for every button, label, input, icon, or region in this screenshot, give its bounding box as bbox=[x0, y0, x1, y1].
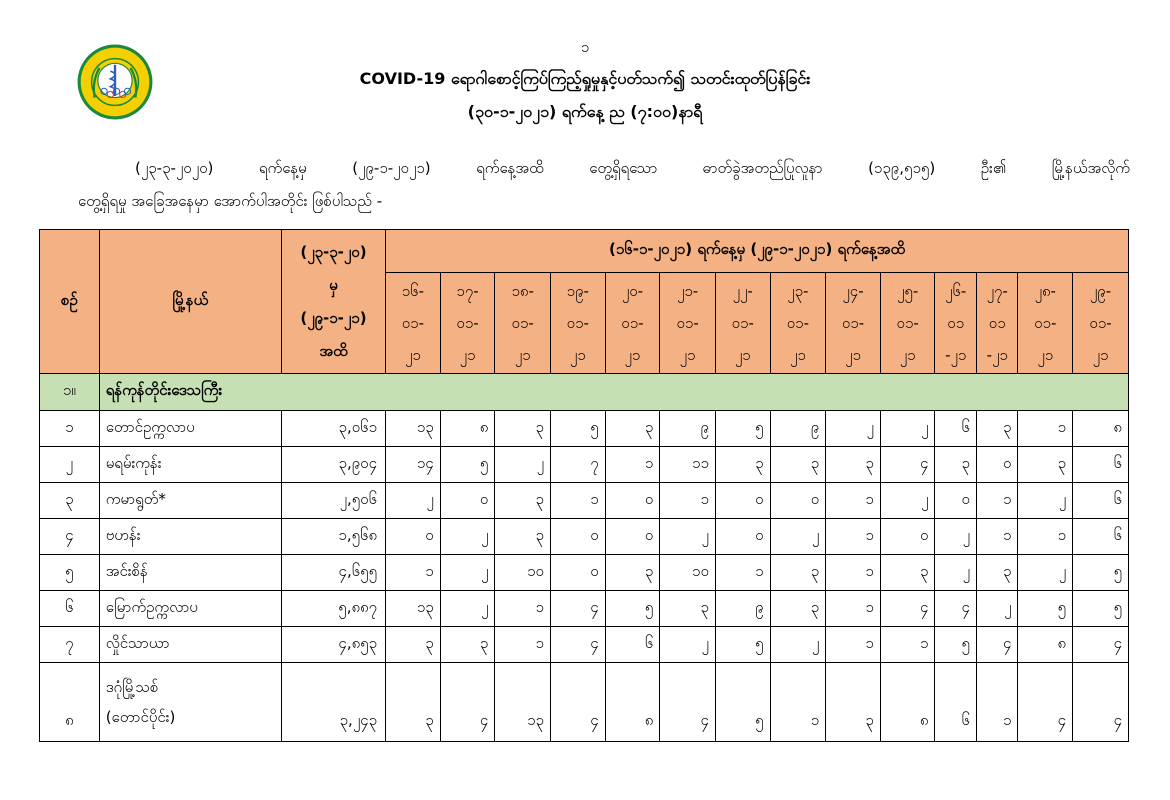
col-header-date-part: ၀၁- bbox=[621, 314, 644, 332]
col-header-date-part: ၂၅- bbox=[897, 282, 919, 300]
daily-count: ၃ bbox=[770, 447, 826, 483]
daily-count: ၁ bbox=[976, 483, 1017, 519]
table-row bbox=[40, 627, 1129, 663]
daily-count: ၁ bbox=[826, 483, 881, 519]
daily-count: ၁ bbox=[715, 555, 770, 591]
daily-count: ၁၀ bbox=[495, 555, 551, 591]
daily-count: ၁၃ bbox=[386, 411, 441, 447]
daily-count: ၀ bbox=[605, 519, 660, 555]
daily-count: ၁ bbox=[826, 591, 881, 627]
daily-count: ၃ bbox=[1018, 447, 1073, 483]
col-header-date-part: ၁၆- bbox=[401, 282, 425, 300]
daily-count: ၃ bbox=[386, 663, 441, 742]
daily-count: ၂ bbox=[660, 519, 716, 555]
daily-count: ၃ bbox=[770, 591, 826, 627]
daily-count: ၁ bbox=[1018, 519, 1073, 555]
col-header-date-part: ၂၀- bbox=[621, 282, 644, 300]
col-header-date-part: -၂၁ bbox=[986, 346, 1008, 364]
daily-count: ၁ bbox=[660, 483, 716, 519]
daily-count: ၁ bbox=[605, 447, 660, 483]
daily-count: ၁ bbox=[1018, 411, 1073, 447]
daily-count: ၂ bbox=[440, 591, 495, 627]
col-header-date bbox=[715, 273, 770, 374]
daily-count: ၄ bbox=[880, 591, 935, 627]
daily-count: ၀ bbox=[550, 555, 605, 591]
daily-count: ၅ bbox=[440, 447, 495, 483]
col-header-date bbox=[976, 273, 1017, 374]
col-header-date-part: ၂၁ bbox=[569, 346, 586, 364]
daily-count: ၂ bbox=[880, 483, 935, 519]
col-header-date bbox=[1073, 273, 1129, 374]
daily-count: ၁၃ bbox=[386, 591, 441, 627]
cumulative-total: ၃,၀၆၁ bbox=[281, 411, 385, 447]
daily-count: ၅ bbox=[715, 627, 770, 663]
daily-count: ၃ bbox=[935, 447, 976, 483]
col-header-date-part: ၁၉- bbox=[566, 282, 589, 300]
daily-count: ၁၁ bbox=[660, 447, 716, 483]
township-name-line: ဒဂုံမြို့သစ် bbox=[105, 678, 159, 696]
intro-paragraph bbox=[78, 152, 1130, 218]
col-header-date bbox=[660, 273, 716, 374]
daily-count: ၆ bbox=[1073, 447, 1129, 483]
daily-count: ၆ bbox=[605, 627, 660, 663]
daily-count: ၂ bbox=[976, 591, 1017, 627]
daily-count: ၀ bbox=[605, 483, 660, 519]
daily-count: ၀ bbox=[440, 483, 495, 519]
cumulative-total: ၂,၅၀၆ bbox=[281, 483, 385, 519]
col-header-date-part: ၂၈- bbox=[1034, 282, 1056, 300]
col-header-date-part: ၀၁- bbox=[1089, 314, 1112, 332]
daily-count: ၃ bbox=[880, 555, 935, 591]
daily-count: ၆ bbox=[935, 663, 976, 742]
daily-count: ၄ bbox=[1018, 663, 1073, 742]
col-header-date-part: ၁၇- bbox=[456, 282, 479, 300]
daily-count: ၀ bbox=[386, 519, 441, 555]
cumulative-total: ၄,၈၅၃ bbox=[281, 627, 385, 663]
col-header-date bbox=[880, 273, 935, 374]
daily-count: ၀ bbox=[715, 483, 770, 519]
section-name: ရန်ကုန်တိုင်းဒေသကြီး bbox=[99, 374, 1128, 411]
intro-line-1: (၂၃-၃-၂၀၂၀) ရက်နေ့မှ (၂၉-၁-၂၀၂၁) ရက်နေ့အထိ တွေ့ရှိရသော ဓာတ်ခွဲအတည်ပြုလူနာ (၁၃၉,၅၁၅) ဦး၏ မြို့နယ်အလိုက် bbox=[135, 159, 1130, 177]
daily-count: ၂ bbox=[495, 447, 551, 483]
township-name: အင်းစိန် bbox=[99, 555, 281, 591]
daily-count: ၂ bbox=[935, 555, 976, 591]
col-header-date-part: ၂၁ bbox=[1092, 346, 1109, 364]
daily-count: ၁ bbox=[826, 627, 881, 663]
daily-count: ၅ bbox=[935, 627, 976, 663]
daily-count: ၃ bbox=[770, 555, 826, 591]
col-header-date-part: ၂၁ bbox=[404, 346, 421, 364]
cumulative-total: ၅,၈၈၇ bbox=[281, 591, 385, 627]
daily-count: ၁၀ bbox=[660, 555, 716, 591]
col-header-date-part: ၂၃- bbox=[787, 282, 809, 300]
col-header-date bbox=[550, 273, 605, 374]
daily-count: ၃ bbox=[495, 483, 551, 519]
daily-count: ၂ bbox=[880, 411, 935, 447]
col-header-date-part: ၂၁ bbox=[514, 346, 531, 364]
daily-count: ၈ bbox=[1018, 627, 1073, 663]
table-row bbox=[40, 591, 1129, 627]
daily-count: ၁ bbox=[976, 663, 1017, 742]
daily-count: ၅ bbox=[715, 411, 770, 447]
daily-count: ၂ bbox=[1018, 555, 1073, 591]
daily-count: ၂ bbox=[826, 411, 881, 447]
page-subtitle: (၃၀-၁-၂၀၂၁) ရက်နေ့ ည (၇:၀၀)နာရီ bbox=[467, 102, 703, 121]
col-header-total-line: (၂၃-၃-၂၀) bbox=[300, 242, 367, 261]
daily-count: ၀ bbox=[715, 519, 770, 555]
daily-count: ၁ bbox=[826, 555, 881, 591]
col-header-date-part: ၂၁ bbox=[1037, 346, 1054, 364]
col-header-date bbox=[826, 273, 881, 374]
daily-count: ၂ bbox=[440, 555, 495, 591]
daily-count: ၃ bbox=[605, 555, 660, 591]
township-name: ဗဟန်း bbox=[99, 519, 281, 555]
col-header-date-part: ၂၇- bbox=[986, 282, 1008, 300]
col-header-date bbox=[440, 273, 495, 374]
daily-count: ၅ bbox=[1073, 555, 1129, 591]
col-header-date-part: ၀၁- bbox=[511, 314, 534, 332]
daily-count: ၂ bbox=[440, 519, 495, 555]
daily-count: ၃ bbox=[826, 447, 881, 483]
col-header-date-part: ၀၁- bbox=[896, 314, 919, 332]
col-header-date-part: ၂၂- bbox=[732, 282, 753, 300]
daily-count: ၈ bbox=[1073, 411, 1129, 447]
township-name-line: (တောင်ပိုင်း) bbox=[105, 708, 176, 726]
township-name: ကမာရွတ်* bbox=[99, 483, 281, 519]
daily-count: ၀ bbox=[976, 447, 1017, 483]
daily-count: ၄ bbox=[550, 663, 605, 742]
daily-count: ၅ bbox=[715, 663, 770, 742]
page-number: ၁ bbox=[580, 38, 590, 56]
col-header-date-part: ၂၁ bbox=[845, 346, 861, 364]
daily-count: ၄ bbox=[550, 627, 605, 663]
daily-count: ၁ bbox=[495, 591, 551, 627]
col-header-total-line: အထိ bbox=[319, 341, 348, 360]
col-header-date-part: ၂၄- bbox=[842, 282, 864, 300]
daily-count: ၃ bbox=[715, 447, 770, 483]
table-row bbox=[40, 411, 1129, 447]
daily-count: ၀ bbox=[880, 519, 935, 555]
daily-count: ၁ bbox=[550, 483, 605, 519]
township-name: မရမ်းကုန်း bbox=[99, 447, 281, 483]
col-header-date-part: ၀၁- bbox=[786, 314, 810, 332]
col-header-date bbox=[495, 273, 551, 374]
daily-count: ၆ bbox=[935, 411, 976, 447]
col-header-date bbox=[605, 273, 660, 374]
row-no: ၇ bbox=[40, 627, 100, 663]
daily-count: ၅ bbox=[1073, 591, 1129, 627]
daily-count: ၁ bbox=[770, 663, 826, 742]
col-header-date-part: ၀၁- bbox=[841, 314, 865, 332]
row-no: ၅ bbox=[40, 555, 100, 591]
row-no: ၆ bbox=[40, 591, 100, 627]
col-header-date-part: ၀၁ bbox=[988, 314, 1006, 332]
col-header-date-part: ၀၁- bbox=[1034, 314, 1057, 332]
col-header-date bbox=[1018, 273, 1073, 374]
daily-count: ၅ bbox=[1018, 591, 1073, 627]
col-header-date-part: ၀၁- bbox=[731, 314, 754, 332]
township-name: မြောက်ဥက္ကလာပ bbox=[99, 591, 281, 627]
daily-count: ၁ bbox=[495, 627, 551, 663]
table-row bbox=[40, 663, 1129, 742]
table-row bbox=[40, 447, 1129, 483]
daily-count: ၃ bbox=[605, 411, 660, 447]
col-header-date-part: -၂၁ bbox=[945, 346, 967, 364]
table-row bbox=[40, 555, 1129, 591]
daily-count: ၁၄ bbox=[386, 447, 441, 483]
col-header-date-part: ၂၁ bbox=[789, 346, 806, 364]
daily-count: ၃ bbox=[386, 627, 441, 663]
col-header-date-part: ၂၁- bbox=[676, 282, 699, 300]
col-header-township: မြို့နယ် bbox=[99, 230, 281, 374]
cumulative-total: ၄,၆၅၅ bbox=[281, 555, 385, 591]
daily-count: ၂ bbox=[386, 483, 441, 519]
daily-count: ၂ bbox=[935, 519, 976, 555]
township-name: လှိုင်သာယာ bbox=[99, 627, 281, 663]
daily-count: ၄ bbox=[550, 591, 605, 627]
col-header-date-part: ၀၁- bbox=[456, 314, 479, 332]
section-no: ၁။ bbox=[40, 374, 100, 411]
township-name bbox=[99, 663, 281, 742]
daily-count: ၃ bbox=[660, 591, 716, 627]
cumulative-total: ၁,၅၆၈ bbox=[281, 519, 385, 555]
daily-count: ၃ bbox=[976, 411, 1017, 447]
daily-count: ၈ bbox=[440, 411, 495, 447]
daily-count: ၄ bbox=[880, 447, 935, 483]
daily-count: ၇ bbox=[550, 447, 605, 483]
daily-count: ၂ bbox=[770, 519, 826, 555]
daily-count: ၅ bbox=[605, 591, 660, 627]
daily-count: ၂ bbox=[1018, 483, 1073, 519]
daily-count: ၂ bbox=[660, 627, 716, 663]
daily-count: ၄ bbox=[440, 663, 495, 742]
col-header-date bbox=[935, 273, 976, 374]
col-header-total-line: မှ bbox=[329, 275, 338, 294]
daily-count: ၁ bbox=[976, 519, 1017, 555]
daily-count: ၁ bbox=[880, 627, 935, 663]
daily-count: ၃ bbox=[976, 555, 1017, 591]
daily-count: ၃ bbox=[495, 411, 551, 447]
daily-count: ၉ bbox=[770, 411, 826, 447]
daily-count: ၆ bbox=[1073, 483, 1129, 519]
col-header-date-part: ၂၁ bbox=[624, 346, 641, 364]
daily-count: ၅ bbox=[550, 411, 605, 447]
daily-count: ၉ bbox=[715, 591, 770, 627]
daily-count: ၉ bbox=[660, 411, 716, 447]
row-no: ၃ bbox=[40, 483, 100, 519]
daily-count: ၄ bbox=[1073, 663, 1129, 742]
daily-count: ၃ bbox=[495, 519, 551, 555]
daily-count: ၂ bbox=[770, 627, 826, 663]
daily-count: ၆ bbox=[1073, 519, 1129, 555]
col-header-date bbox=[770, 273, 826, 374]
col-header-no: စဉ် bbox=[40, 230, 100, 374]
col-header-date-part: ၂၁ bbox=[899, 346, 916, 364]
township-name: တောင်ဥက္ကလာပ bbox=[99, 411, 281, 447]
cases-table bbox=[39, 229, 1129, 742]
col-header-date-part: ၀၁- bbox=[676, 314, 699, 332]
daily-count: ၈ bbox=[880, 663, 935, 742]
col-header-date-part: ၀၁- bbox=[566, 314, 589, 332]
col-header-date-part: ၀၁ bbox=[947, 314, 965, 332]
col-header-total-line: (၂၉-၁-၂၁) bbox=[300, 308, 367, 327]
daily-count: ၄ bbox=[1073, 627, 1129, 663]
section-row bbox=[40, 374, 1129, 411]
col-header-date-part: ၀၁- bbox=[401, 314, 425, 332]
daily-count: ၄ bbox=[976, 627, 1017, 663]
row-no: ၄ bbox=[40, 519, 100, 555]
col-header-date-part: ၂၁ bbox=[734, 346, 751, 364]
page-title: COVID-19 ရောဂါစောင့်ကြပ်ကြည့်ရှုမှုနှင့်ပတ်သက်၍ သတင်းထုတ်ပြန်ခြင်း bbox=[359, 69, 811, 88]
table-row bbox=[40, 519, 1129, 555]
daily-count: ၁၃ bbox=[495, 663, 551, 742]
col-header-date bbox=[386, 273, 441, 374]
row-no: ၁ bbox=[40, 411, 100, 447]
daily-count: ၀ bbox=[935, 483, 976, 519]
row-no: ၈ bbox=[40, 663, 100, 742]
daily-count: ၄ bbox=[660, 663, 716, 742]
col-header-date-part: ၁၈- bbox=[511, 282, 534, 300]
daily-count: ၃ bbox=[440, 627, 495, 663]
daily-count: ၃ bbox=[826, 663, 881, 742]
daily-count: ၀ bbox=[550, 519, 605, 555]
col-header-date-part: ၂၁ bbox=[679, 346, 696, 364]
table-row bbox=[40, 483, 1129, 519]
daily-count: ၀ bbox=[770, 483, 826, 519]
daily-count: ၁ bbox=[386, 555, 441, 591]
cumulative-total: ၃,၉၀၄ bbox=[281, 447, 385, 483]
col-header-date-part: ၂၆- bbox=[945, 282, 967, 300]
daily-count: ၄ bbox=[935, 591, 976, 627]
row-no: ၂ bbox=[40, 447, 100, 483]
intro-line-2: တွေ့ရှိရမှု အခြေအနေမှာ အောက်ပါအတိုင်း ဖြစ်ပါသည် - bbox=[78, 192, 383, 210]
col-header-total bbox=[281, 230, 385, 374]
col-header-range: (၁၆-၁-၂၀၂၁) ရက်နေ့မှ (၂၉-၁-၂၀၂၁) ရက်နေ့အထိ bbox=[386, 230, 1129, 273]
col-header-date-part: ၂၁ bbox=[459, 346, 476, 364]
daily-count: ၁ bbox=[826, 519, 881, 555]
daily-count: ၈ bbox=[605, 663, 660, 742]
col-header-date-part: ၂၉- bbox=[1089, 282, 1112, 300]
cumulative-total: ၃,၂၄၃ bbox=[281, 663, 385, 742]
